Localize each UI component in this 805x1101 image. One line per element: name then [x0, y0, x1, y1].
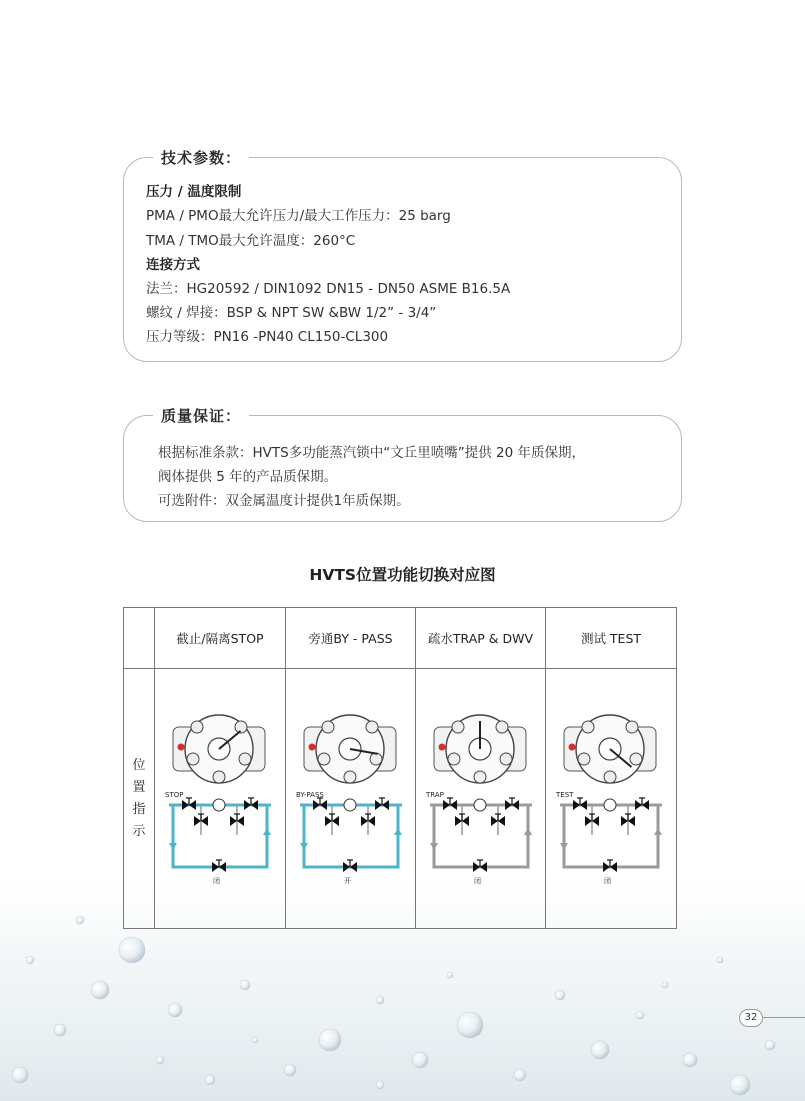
bolt-0	[191, 721, 203, 733]
bolt-1	[626, 721, 638, 733]
bolt-2	[448, 753, 460, 765]
diagram-group	[296, 715, 402, 885]
valve-state-label: 闭	[213, 877, 220, 885]
page-number-rule	[762, 1017, 805, 1018]
center-orifice	[344, 799, 356, 811]
valve-state-label: 开	[344, 877, 351, 885]
bolt-4	[213, 771, 225, 783]
bolt-4	[344, 771, 356, 783]
bolt-3	[630, 753, 642, 765]
bolt-1	[366, 721, 378, 733]
position-diagram-0	[155, 669, 285, 925]
flow-arrow-left	[430, 843, 438, 850]
quality-line-3: 可选附件：双金属温度计提供1年质保期。	[158, 493, 410, 509]
row-header-char-2: 置	[132, 779, 146, 795]
diagram-cell-trap	[416, 669, 546, 929]
pma-line: PMA / PMO最大允许压力/最大工作压力：25 barg	[146, 208, 451, 224]
center-orifice	[474, 799, 486, 811]
table-corner-cell	[124, 608, 155, 669]
bypass-loop	[564, 805, 658, 867]
quality-line-2: 阀体提供 5 年的产品质保期。	[158, 469, 338, 485]
position-diagram-2	[416, 669, 545, 925]
diagram-cell-test	[546, 669, 677, 929]
valve-state-label: 闭	[474, 877, 481, 885]
row-header-char-3: 指	[132, 801, 146, 817]
center-orifice	[604, 799, 616, 811]
mode-label: TEST	[556, 791, 574, 799]
bolt-3	[239, 753, 251, 765]
flow-arrow-right	[263, 828, 271, 835]
table-header-row	[124, 608, 677, 669]
valve-state-label: 闭	[604, 877, 611, 885]
col-header-trap: 疏水TRAP & DWV	[416, 608, 546, 669]
diagram-group	[425, 715, 532, 885]
flange-line: 法兰：HG20592 / DIN1092 DN15 - DN50 ASME B16.5A	[146, 281, 511, 297]
rating-line: 压力等级：PN16 -PN40 CL150-CL300	[146, 329, 389, 345]
diagram-group	[555, 715, 662, 885]
mode-label: BY-PASS	[296, 791, 324, 799]
flow-arrow-left	[300, 843, 308, 850]
position-table	[123, 607, 677, 929]
bolt-0	[322, 721, 334, 733]
thread-line: 螺纹 / 焊接：BSP & NPT SW &BW 1/2” - 3/4”	[146, 305, 437, 321]
tech-params-title: 技术参数：	[153, 147, 249, 168]
diagram-group	[165, 715, 271, 885]
flow-arrow-right	[654, 828, 662, 835]
page-number: 32	[739, 1009, 763, 1027]
pressure-temp-heading: 压力 / 温度限制	[146, 184, 242, 200]
bolt-2	[318, 753, 330, 765]
bolt-0	[582, 721, 594, 733]
bolt-3	[500, 753, 512, 765]
indicator-dot	[439, 744, 446, 751]
flow-arrow-left	[169, 843, 177, 850]
bolt-3	[370, 753, 382, 765]
bypass-loop	[304, 805, 398, 867]
row-header-char-4: 示	[132, 823, 146, 839]
row-header-cell	[124, 669, 155, 929]
col-header-test: 测试 TEST	[546, 608, 677, 669]
mode-label: TRAP	[426, 791, 444, 799]
position-diagram-1	[286, 669, 415, 925]
connection-heading: 连接方式	[146, 257, 200, 273]
bolt-1	[235, 721, 247, 733]
row-header-char-1: 位	[132, 757, 146, 773]
tma-line: TMA / TMO最大允许温度：260°C	[146, 233, 356, 249]
bypass-loop	[434, 805, 528, 867]
table-body-row	[124, 669, 677, 929]
flow-arrow-right	[524, 828, 532, 835]
bypass-loop	[173, 805, 267, 867]
indicator-dot	[178, 744, 185, 751]
bolt-2	[578, 753, 590, 765]
bolt-4	[604, 771, 616, 783]
center-orifice	[213, 799, 225, 811]
position-diagram-3	[546, 669, 676, 925]
bolt-4	[474, 771, 486, 783]
col-header-bypass: 旁通BY - PASS	[286, 608, 416, 669]
bolt-0	[452, 721, 464, 733]
flow-arrow-right	[394, 828, 402, 835]
indicator-dot	[309, 744, 316, 751]
diagram-cell-bypass	[286, 669, 416, 929]
mode-label: STOP	[165, 791, 184, 799]
diagram-cell-stop	[155, 669, 286, 929]
chart-title: HVTS位置功能切换对应图	[309, 566, 496, 584]
bolt-2	[187, 753, 199, 765]
bolt-1	[496, 721, 508, 733]
quality-title: 质量保证：	[153, 405, 249, 426]
col-header-stop: 截止/隔离STOP	[155, 608, 286, 669]
quality-line-1: 根据标准条款：HVTS多功能蒸汽锁中“文丘里喷嘴”提供 20 年质保期，	[158, 445, 585, 461]
flow-arrow-left	[560, 843, 568, 850]
indicator-dot	[569, 744, 576, 751]
